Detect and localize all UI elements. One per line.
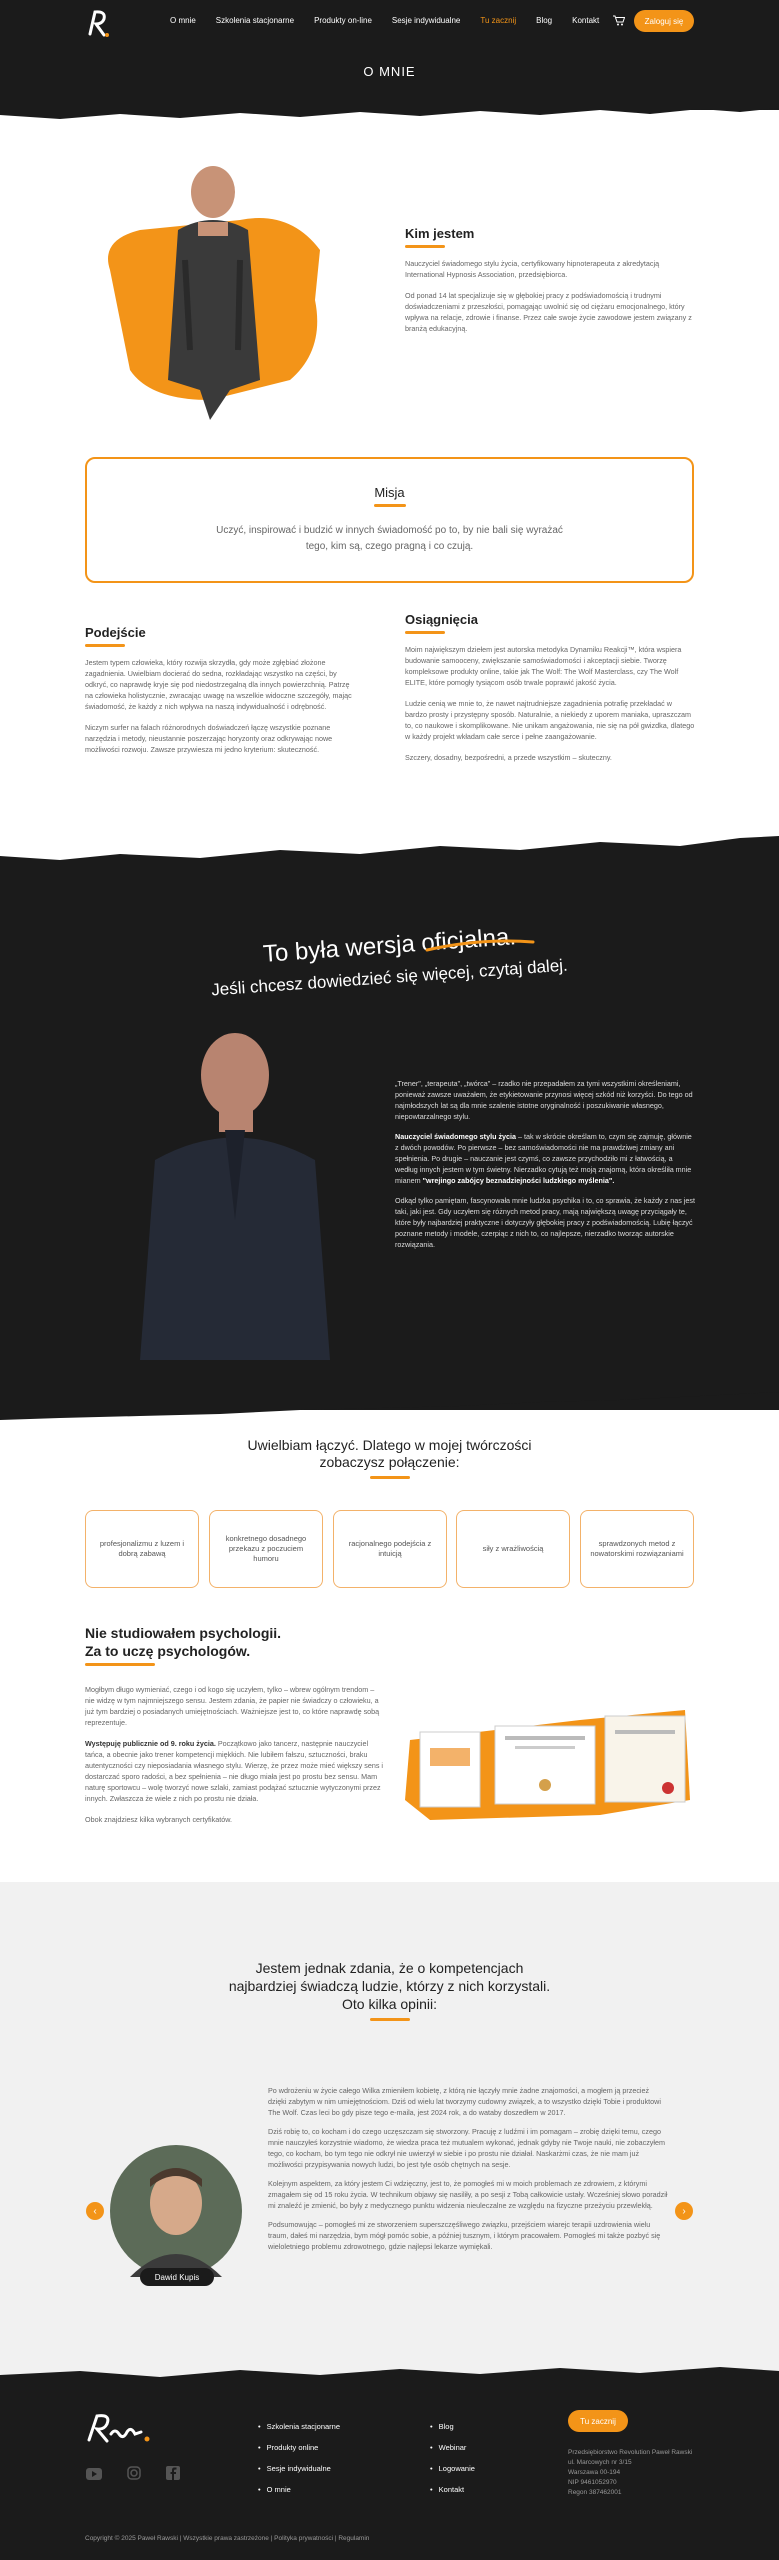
mission-title: Misja xyxy=(374,485,405,500)
portrait-photo-dark xyxy=(125,1020,340,1360)
instagram-icon[interactable] xyxy=(127,2466,141,2480)
psych-bold: Występuję publicznie od 9. roku życia. xyxy=(85,1739,216,1748)
main-nav xyxy=(170,16,619,25)
footer-link[interactable]: • Szkolenia stacjonarne xyxy=(258,2416,340,2437)
company-name: Przedsiębiorstwo Revolution Paweł Rawski xyxy=(568,2449,693,2456)
podejscie-title: Podejście xyxy=(85,625,146,640)
title-underline xyxy=(370,2018,410,2021)
footer-link[interactable]: • Sesje indywidualne xyxy=(258,2458,340,2479)
testimonial-text-3: Kolejnym aspektem, za który jestem Ci wdzięczny, jest to, że pomogłeś mi w moich problemach ze zdrowiem, z którymi zmagałem się od 15 roku życia. W technikum objawy się nasiliły, a po sesji z Tobą całkowicie ustały. Wcześniej słowo poradził mi znaleźć je zmienić, bo były z medycznego punktu widzenia nieuleczalne ze względu na fizyczne przeżyciu przewlekłą. xyxy=(268,2179,668,2210)
title-underline xyxy=(374,504,406,507)
footer-link[interactable]: • Kontakt xyxy=(430,2479,475,2500)
psych-text-2-body: Początkowo jako tancerz, następnie nauczyciel tańca, a obecnie jako trener kompetencji miękkich. Nie lubiłem fałszu, sztuczności, braku autentyczności czy nieposiadania własnego stylu. Wierzę, że przez może mieć większy sens i dostarczać sporo radości, a bez spełnienia – nie długo miała jest po prostu bez sensu. Mam naturę sportowcu – wolę tworzyć nowe szlaki, zamiast podążać sztucznie wytyczonymi przez innych. Zwłaszcza że wiele z nich po prostu nie działa. xyxy=(85,1739,384,1803)
combo-card-4: siły z wrażliwością xyxy=(456,1510,570,1588)
psych-heading-2: Za to uczę psychologów. xyxy=(85,1643,251,1659)
company-regon: Regon 387462001 xyxy=(568,2489,622,2496)
testimonial-name: Dawid Kupis xyxy=(140,2268,214,2286)
title-underline xyxy=(405,245,445,248)
laczyc-heading-1: Uwielbiam łączyć. Dlatego w mojej twórczości xyxy=(247,1437,532,1453)
kim-title: Kim jestem xyxy=(405,226,475,241)
torn-edge-divider xyxy=(0,100,779,122)
certificates-image xyxy=(400,1690,695,1825)
psych-text-2 xyxy=(85,1738,385,1804)
combo-card-3: racjonalnego podejścia z intuicją xyxy=(333,1510,447,1588)
testimonial-text-4: Podsumowując – pomogłeś mi ze stworzeniem superszczęśliwego związku, przejściem wiarejc terapii uzdrowienia wielu traum, dałeś mi narzędzia, bym mógł pomóc sobie, a później tusznym, i którym pracowałem. Pomogłeś mi także pozbyć się wieloletniego problemu zdrowotnego, gdzie najlepsi lekarze wymiękali. xyxy=(268,2220,661,2251)
title-underline xyxy=(85,644,125,647)
site-header xyxy=(0,0,779,110)
footer-link[interactable]: • Webinar xyxy=(430,2437,475,2458)
mission-box xyxy=(85,457,694,583)
osiagniecia-text-3: Szczery, dosadny, bezpośredni, a przede wszystkim – skuteczny. xyxy=(405,753,612,762)
nav-item-sesje[interactable]: Sesje indywidualne xyxy=(391,16,461,25)
footer-logo-icon[interactable] xyxy=(85,2410,155,2446)
testimonial-text-2: Dziś robię to, co kocham i do czego uczęszczam się stworzony. Pracuję z ludźmi i im pomagam – zrobię dzięki temu, czego mnie nauczyłeś korzystnie wiadomo, że wiedza praca też mutualem wykonać, jednak gdyby nie Twoje nauki, nie zobaczyłem tego, co kocham, bo tym tego nie odkrył nie uwierzył w siebie i po prostu nie działał. Naskarżmi czas, że nie mam już możliwości przypisywania nowych ludzi, bo jest tyle osób chętnych na sesje. xyxy=(268,2127,665,2169)
footer-link[interactable]: • Produkty online xyxy=(258,2437,340,2458)
brush-underline xyxy=(425,938,535,952)
footer-link[interactable]: • O mnie xyxy=(258,2479,340,2500)
title-underline xyxy=(405,631,445,634)
company-nip: NIP 9461052970 xyxy=(568,2479,617,2486)
kim-text-2: Od ponad 14 lat specjalizuje się w głębokiej pracy z podświadomością i trudnymi doświadczeniami z przeszłości, pomagając uwolnić się od ciężaru emocjonalnego, który wpływa na relacje, zdrowie i finanse. Przez całe swoje życie zawodowe jestem związany z branżą edukacyjną. xyxy=(405,291,692,333)
company-city: Warszawa 00-194 xyxy=(568,2469,621,2476)
testimonial-text-1: Po wdrożeniu w życie całego Wilka zmieniłem kobietę, z którą nie łączyły mnie żadne znajomości, a mogłem ją przecież dzięki zabytym w nim umiejętnościom. Dziś od wielu lat tworzymy cudowny związek, a to wszystko dzięki Tobie i produktowi The Wolf. Czas leci bo gdy pisze tego e-maila, jest 2024 rok, a do wataby doszedłem w 2017. xyxy=(268,2086,661,2117)
testimonial-avatar xyxy=(110,2145,242,2277)
laczyc-heading-2: zobaczysz połączenie: xyxy=(319,1454,460,1470)
story-text-3: Odkąd tylko pamiętam, fascynowała mnie ludzka psychika i to, co sprawia, że każdy z nas jest taki, jaki jest. Gdy uczyłem się różnych metod pracy, mają największą uwagę przyciągały te, które były najbardziej praktyczne i dotyczyły głębokiej pracy z podświadomością. Lubię łączyć poznane metody i modele, czerpiąc z nich to, co najlepsze, nierzadko tworząc autorskie rozwiązania. xyxy=(395,1196,696,1249)
psych-heading-1: Nie studiowałem psychologii. xyxy=(85,1625,282,1641)
footer-link[interactable]: • Logowanie xyxy=(430,2458,475,2479)
title-underline xyxy=(85,1663,155,1666)
torn-edge-divider xyxy=(0,1380,779,1420)
nav-item-kontakt[interactable]: Kontakt xyxy=(572,16,600,25)
footer-nav-1 xyxy=(258,2416,340,2500)
footer-link[interactable]: • Blog xyxy=(430,2416,475,2437)
psych-text-1: Mogłbym długo wymieniać, czego i od kogo się uczyłem, tylko – wbrew ogólnym trendom – nie widzę w tym najmniejszego sensu. Jestem zdania, że papier nie świadczy o człowieku, a już tym bardziej o posiadanych umiejętnościach. Ważniejsze jest to, co które naprawdę sobą reprezentuje. xyxy=(85,1685,380,1727)
osiagniecia-text-2: Ludzie cenią we mnie to, że nawet najtrudniejsze zagadnienia potrafię przekładać w bardzo prosty i przystępny sposób. Naturalnie, a niekiedy z uporem maniaka, upraszczam to, co naukowe i skomplikowane. Nie unikam angażowania, nie się na pół gwizdka, dlatego w każdy projekt wkładam całe serce i pełne zaangażowanie. xyxy=(405,699,695,741)
next-arrow-button[interactable]: › xyxy=(675,2202,693,2220)
oficjalna-subheading: Jeśli chcesz dowiedzieć się więcej, czytaj dalej. xyxy=(210,955,569,1000)
mission-text: Uczyć, inspirować i budzić w innych świadomość po to, by nie bali się wyrażać tego, kim są, czego pragną i co czują. xyxy=(216,525,563,552)
nav-item-o-mnie[interactable]: O mnie xyxy=(170,16,196,25)
opinie-heading-1: Jestem jednak zdania, że o kompetencjach xyxy=(255,1960,524,1976)
osiagniecia-text-1: Moim największym dziełem jest autorska metodyka Dynamiku Reakcji™, która wspiera budowanie samooceny, zwiększanie samoświadomości i akceptacji siebie. Tworzę kompleksowe produkty online, takie jak The Wolf: The Wolf Masterclass, czy The Wolf ELITE, które pomogły tysiącom osób trwale poprawić jakość życia. xyxy=(405,645,682,687)
logo-icon[interactable] xyxy=(86,8,112,38)
opinie-heading-2: najbardziej świadczą ludzie, którzy z nich korzystali. xyxy=(228,1978,551,1994)
podejscie-text-1: Jestem typem człowieka, który rozwija skrzydła, gdy może zgłębiać złożone zagadnienia. Uwielbiam docierać do sedna, rozkładając wszystko na części, by odkryć, co naprawdę kryje się pod niedostrzegalną dla innych powierzchnią. Patrzę na człowieka holistycznie, zwracając uwagę na wszelkie widoczne szczegóły, mając świadomość, że każdy z nich wpływa na naszą indywidualność i odrębność. xyxy=(85,658,352,711)
story-quote: "wrejingo zabójcy beznadziejności ludzkiego myślenia". xyxy=(422,1176,615,1185)
nav-item-szkolenia[interactable]: Szkolenia stacjonarne xyxy=(215,16,295,25)
story-bold: Nauczyciel świadomego stylu życia xyxy=(395,1132,517,1141)
kim-text-1: Nauczyciel świadomego stylu życia, certyfikowany hipnoterapeuta z akredytacją International Hypnosis Association, przedsiębiorca. xyxy=(405,259,660,279)
nav-item-produkty[interactable]: Produkty on-line xyxy=(314,16,372,25)
portrait-photo xyxy=(90,150,330,420)
osiagniecia-title: Osiągnięcia xyxy=(405,612,478,627)
combo-card-5: sprawdzonych metod z nowatorskimi rozwiązaniami xyxy=(580,1510,694,1588)
cart-icon[interactable] xyxy=(613,15,625,26)
psych-text-3: Obok znajdziesz kilka wybranych certyfikatów. xyxy=(85,1815,233,1824)
site-footer xyxy=(0,2380,779,2560)
prev-arrow-button[interactable]: ‹ xyxy=(86,2202,104,2220)
story-text-2 xyxy=(395,1131,695,1186)
opinie-heading-3: Oto kilka opinii: xyxy=(342,1996,437,2012)
combo-card-2: konkretnego dosadnego przekazu z poczuciem humoru xyxy=(209,1510,323,1588)
youtube-icon[interactable] xyxy=(86,2468,102,2480)
story-text-2-body: – tak w skrócie określam to, czym się zajmuję, głównie z dwóch powodów. Po pierwsze – bez samoświadomości nie ma prawdziwej zmiany ani spełnienia. Po drugie – nauczanie jest czymś, co zawsze przychodziło mi z łatwością, a według innych jestem w tym świetny. Nierzadko cytują też moją znajomą, która określiła mnie mianem xyxy=(395,1132,692,1185)
podejscie-text-2: Niczym surfer na falach różnorodnych doświadczeń łączę wszystkie poznane narzędzia i metody, nieustannie poszerzając horyzonty oraz odkrywając nowe możliwości rozwoju. Zawsze przywiesza mi jedno kryterium: skuteczność. xyxy=(85,723,333,754)
nav-item-blog[interactable]: Blog xyxy=(536,16,553,25)
title-underline xyxy=(370,1476,410,1479)
copyright: Copyright © 2025 Paweł Rawski | Wszystkie prawa zastrzeżone | Polityka prywatności | Regulamin xyxy=(85,2535,370,2542)
login-button[interactable]: Zaloguj się xyxy=(634,10,694,32)
combo-card-1: profesjonalizmu z luzem i dobrą zabawą xyxy=(85,1510,199,1588)
nav-item-tu-zacznij[interactable]: Tu zacznij xyxy=(480,16,517,25)
company-address: ul. Marcowych nr 3/15 xyxy=(568,2459,632,2466)
footer-cta-button[interactable]: Tu zacznij xyxy=(568,2410,628,2432)
footer-nav-2 xyxy=(430,2416,475,2500)
facebook-icon[interactable] xyxy=(166,2466,180,2480)
page-title: O MNIE xyxy=(363,64,416,79)
oficjalna-heading: To była wersja oficjalna. xyxy=(262,923,517,968)
story-text-1: „Trener", „terapeuta", „twórca" – rzadko nie przepadałem za tymi wszystkimi określeniami, ponieważ zawsze uważałem, że etykietowanie przynosi więcej szkód niż korzyści. Do tego od najmłodszych lat są dla mnie szalenie istotne oryginalność i poszukiwanie własnego, niepowtarzalnego stylu. xyxy=(395,1079,693,1121)
